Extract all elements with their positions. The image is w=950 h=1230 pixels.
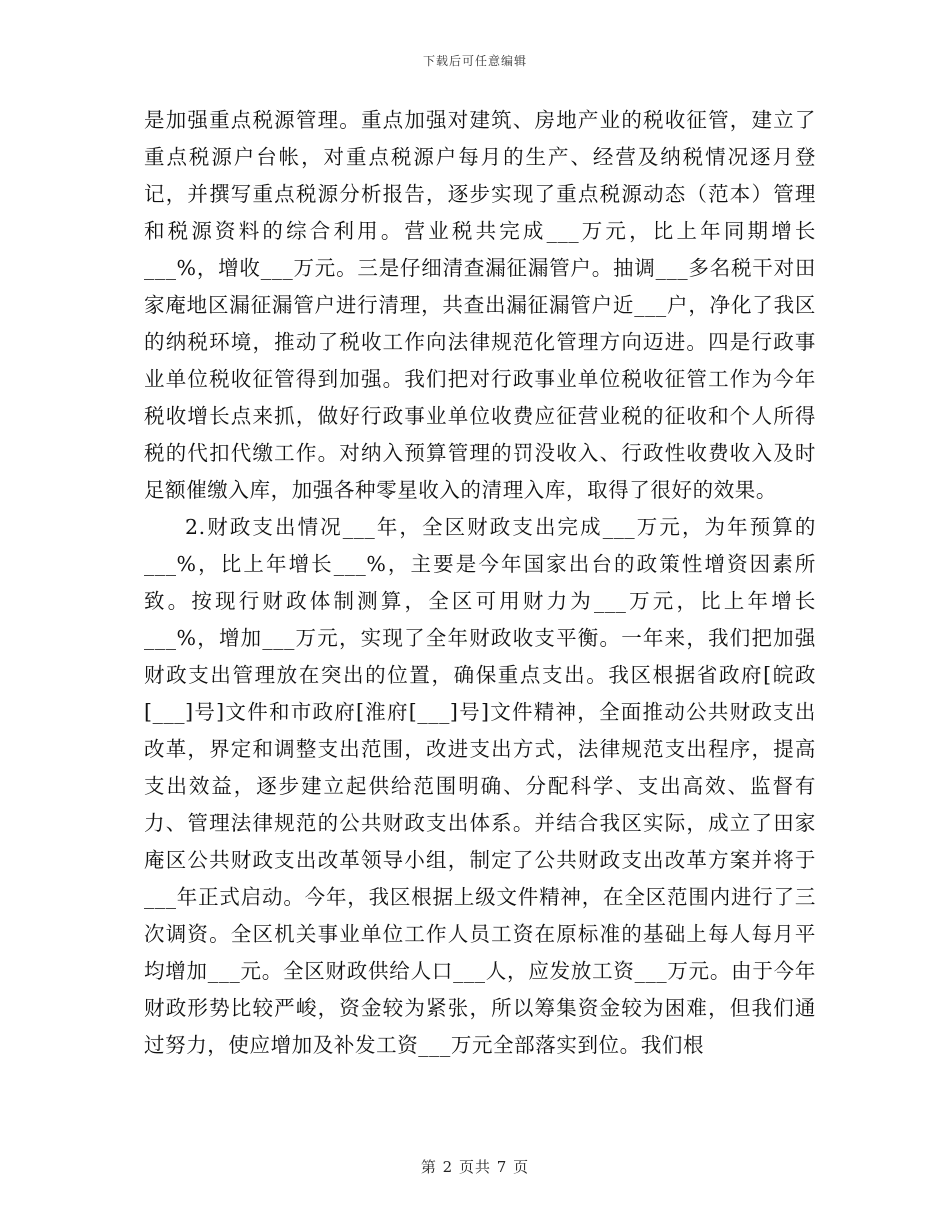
document-body	[144, 102, 816, 1064]
paragraph-tax-source-management: 是加强重点税源管理。重点加强对建筑、房地产业的税收征管，建立了重点税源户台帐，对重点税源户每月的生产、经营及纳税情况逐月登记，并撰写重点税源分析报告，逐步实现了重点税源动态（范本）管理和税源资料的综合利用。营业税共完成___万元，比上年同期增长___%，增收___万元。三是仔细清查漏征漏管户。抽调___多名税干对田家庵地区漏征漏管户进行清理，共查出漏征漏管户近___户，净化了我区的纳税环境，推动了税收工作向法律规范化管理方向迈进。四是行政事业单位税收征管得到加强。我们把对行政事业单位税收征管工作为今年税收增长点来抓，做好行政事业单位收费应征营业税的征收和个人所得税的代扣代缴工作。对纳入预算管理的罚没收入、行政性收费收入及时足额催缴入库，加强各种零星收入的清理入库，取得了很好的效果。	[144, 108, 816, 502]
page-number: 第 2 页共 7 页	[420, 1158, 530, 1176]
paragraph-fiscal-expenditure: 2.财政支出情况___年，全区财政支出完成___万元，为年预算的___%，比上年增长___%，主要是今年国家出台的政策性增资因素所致。按现行财政体制测算，全区可用财力为___万元，比上年增长___%，增加___万元，实现了全年财政收支平衡。一年来，我们把加强财政支出管理放在突出的位置，确保重点支出。我区根据省政府[皖政[___]号]文件和市政府[淮府[___]号]文件精神，全面推动公共财政支出改革，界定和调整支出范围，改进支出方式，法律规范支出程序，提高支出效益，逐步建立起供给范围明确、分配科学、支出高效、监督有力、管理法律规范的公共财政支出体系。并结合我区实际，成立了田家庵区公共财政支出改革领导小组，制定了公共财政支出改革方案并将于___年正式启动。今年，我区根据上级文件精神，在全区范围内进行了三次调资。全区机关事业单位工作人员工资在原标准的基础上每人每月平均增加___元。全区财政供给人口___人，应发放工资___万元。由于今年财政形势比较严峻，资金较为紧张，所以筹集资金较为困难，但我们通过努力，使应增加及补发工资___万元全部落实到位。我们根	[144, 515, 816, 1057]
page-header: 下载后可任意编辑	[422, 54, 527, 68]
